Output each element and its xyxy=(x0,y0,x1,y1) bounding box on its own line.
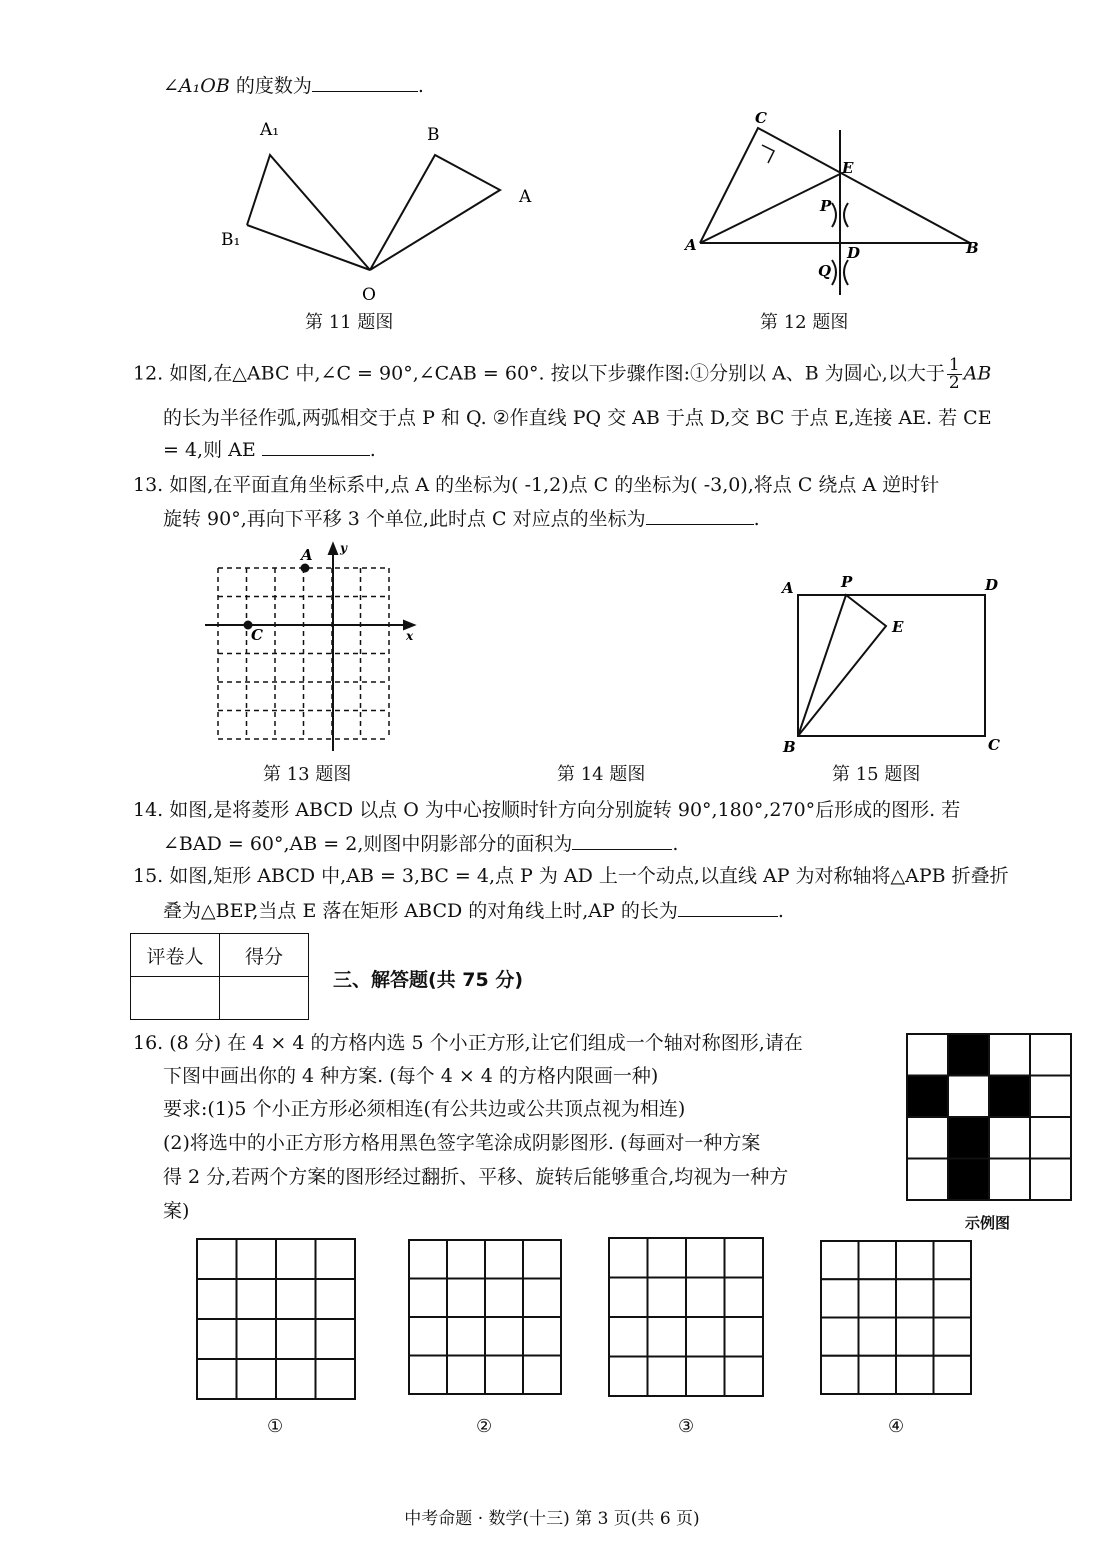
grader-header: 评卷人 xyxy=(131,934,220,977)
label-p: P xyxy=(841,573,853,591)
grid-cell xyxy=(907,1034,948,1076)
grid-cell[interactable] xyxy=(686,1278,725,1318)
grid-cell xyxy=(1030,1076,1071,1118)
grid-cell[interactable] xyxy=(896,1356,934,1394)
q15-line2 xyxy=(163,899,784,923)
grid-cell[interactable] xyxy=(934,1318,972,1356)
q14-l2-text: ∠BAD = 60°,AB = 2,则图中阴影部分的面积为 xyxy=(163,833,573,855)
grid-cell[interactable] xyxy=(316,1359,356,1399)
grid-cell[interactable] xyxy=(237,1279,277,1319)
point-a xyxy=(302,565,309,572)
grid-cell[interactable] xyxy=(523,1279,561,1318)
grid-cell xyxy=(989,1159,1030,1201)
label-e: E xyxy=(842,159,854,177)
angle-sign: ∠ xyxy=(163,75,179,97)
grid-cell xyxy=(1030,1034,1071,1076)
q11-end: . xyxy=(417,75,424,97)
label-p: P xyxy=(820,197,832,215)
grid-cell[interactable] xyxy=(725,1238,764,1278)
grid-cell[interactable] xyxy=(859,1356,897,1394)
grid-cell[interactable] xyxy=(648,1278,687,1318)
grid-cell[interactable] xyxy=(821,1318,859,1356)
grid-label-2: ② xyxy=(476,1416,493,1437)
grid-cell[interactable] xyxy=(409,1279,447,1318)
grid-cell xyxy=(948,1034,989,1076)
grid-cell xyxy=(948,1076,989,1118)
answer-grid-1[interactable] xyxy=(195,1237,357,1401)
grader-cell[interactable] xyxy=(131,977,220,1020)
grid-cell[interactable] xyxy=(276,1359,316,1399)
answer-blank-11 xyxy=(312,90,418,92)
grid-cell[interactable] xyxy=(934,1279,972,1317)
arc-q-left xyxy=(832,260,836,285)
grid-cell[interactable] xyxy=(316,1239,356,1279)
q14-l2-end: . xyxy=(672,833,679,855)
grid-cell xyxy=(907,1076,948,1118)
answer-blank-15 xyxy=(678,915,778,917)
grid-cell[interactable] xyxy=(609,1278,648,1318)
grid-label-1: ① xyxy=(267,1416,284,1437)
grid-cell[interactable] xyxy=(447,1317,485,1356)
grid-cell xyxy=(989,1117,1030,1159)
example-caption: 示例图 xyxy=(965,1214,1011,1232)
grid-cell xyxy=(907,1159,948,1201)
grid-cell xyxy=(1030,1117,1071,1159)
q12-l3-end: . xyxy=(369,439,376,461)
grid-cell[interactable] xyxy=(197,1319,237,1359)
caption-13: 第 13 题图 xyxy=(263,764,352,785)
grid-cell[interactable] xyxy=(859,1241,897,1279)
grid-cell[interactable] xyxy=(686,1357,725,1397)
q14-line2 xyxy=(163,832,678,856)
grid-cell xyxy=(989,1034,1030,1076)
label-b: B xyxy=(783,738,796,756)
triangle-aob xyxy=(370,155,500,270)
q16-line4: (2)将选中的小正方形方格用黑色签字笔涂成阴影图形. (每画对一种方案 xyxy=(163,1132,761,1154)
q12-text-b: AB xyxy=(963,362,992,385)
grid-cell[interactable] xyxy=(237,1319,277,1359)
grid-cell[interactable] xyxy=(859,1279,897,1317)
grid-cell[interactable] xyxy=(447,1240,485,1279)
q15-l2-text: 叠为△BEP,当点 E 落在矩形 ABCD 的对角线上时,AP 的长为 xyxy=(163,900,678,922)
rectangle-abcd xyxy=(798,595,985,736)
label-a: A xyxy=(685,236,697,254)
triangle-bpe xyxy=(798,595,886,736)
grid-cell[interactable] xyxy=(686,1317,725,1357)
figure-15 xyxy=(775,568,1015,758)
caption-14: 第 14 题图 xyxy=(557,764,646,785)
q12-text-a: 12. 如图,在△ABC 中,∠C = 90°,∠CAB = 60°. 按以下步骤作图:①分别以 A、B 为圆心,以大于 xyxy=(133,362,945,385)
arc-p-left xyxy=(832,203,836,227)
figure-11 xyxy=(215,110,545,310)
example-grid xyxy=(905,1032,1073,1202)
label-a: A xyxy=(782,579,794,597)
grid-cell[interactable] xyxy=(648,1357,687,1397)
grid-cell[interactable] xyxy=(276,1239,316,1279)
answer-blank-14 xyxy=(572,848,672,850)
grid-cell[interactable] xyxy=(409,1356,447,1395)
figure-12 xyxy=(680,105,990,305)
grid-cell xyxy=(1030,1159,1071,1201)
section-title: 三、解答题(共 75 分) xyxy=(333,969,524,991)
label-b1: B₁ xyxy=(221,230,241,250)
arc-q-right xyxy=(844,260,848,285)
q13-l2-end: . xyxy=(753,508,760,530)
grid-cell[interactable] xyxy=(276,1279,316,1319)
q12-l3-text: = 4,则 AE xyxy=(163,439,262,461)
grid-cell[interactable] xyxy=(896,1279,934,1317)
grid-cell[interactable] xyxy=(237,1239,277,1279)
answer-grid-2[interactable] xyxy=(407,1238,563,1396)
answer-grid-3[interactable] xyxy=(607,1236,765,1398)
label-o: O xyxy=(362,285,376,305)
answer-blank-13 xyxy=(646,523,754,525)
grid-cell[interactable] xyxy=(197,1239,237,1279)
arc-p-right xyxy=(844,203,848,227)
grid-cell[interactable] xyxy=(934,1356,972,1394)
triangle-abc xyxy=(700,128,970,243)
q16-line6: 案) xyxy=(163,1200,190,1222)
label-c: C xyxy=(755,109,767,127)
page-footer: 中考命题 · 数学(十三) 第 3 页(共 6 页) xyxy=(404,1509,700,1529)
q11-text: 的度数为 xyxy=(229,75,312,97)
q13-line2 xyxy=(163,507,760,531)
label-b: B xyxy=(427,125,440,145)
score-header: 得分 xyxy=(220,934,309,977)
label-b: B xyxy=(966,239,979,257)
q16-line5: 得 2 分,若两个方案的图形经过翻折、平移、旋转后能够重合,均视为一种方 xyxy=(163,1166,789,1188)
grid-cell[interactable] xyxy=(523,1356,561,1395)
grid-cell[interactable] xyxy=(447,1279,485,1318)
grid-cell[interactable] xyxy=(197,1359,237,1399)
grid-cell[interactable] xyxy=(485,1240,523,1279)
grid-cell[interactable] xyxy=(821,1279,859,1317)
grid-cell[interactable] xyxy=(523,1317,561,1356)
grid-cell[interactable] xyxy=(485,1279,523,1318)
grid-cell[interactable] xyxy=(197,1279,237,1319)
score-table xyxy=(130,933,309,1020)
grid-cell[interactable] xyxy=(485,1356,523,1395)
fraction-half xyxy=(947,357,962,392)
label-c: C xyxy=(251,626,263,644)
grid-cell[interactable] xyxy=(409,1240,447,1279)
grid-cell[interactable] xyxy=(725,1278,764,1318)
grid-cell[interactable] xyxy=(896,1318,934,1356)
grid-cell[interactable] xyxy=(447,1356,485,1395)
grid-label-4: ④ xyxy=(888,1416,905,1437)
grid-cell xyxy=(989,1076,1030,1118)
grid-cell[interactable] xyxy=(725,1317,764,1357)
label-a: A xyxy=(519,187,532,207)
grid-cell[interactable] xyxy=(686,1238,725,1278)
grid-label-3: ③ xyxy=(678,1416,695,1437)
grid-cell[interactable] xyxy=(609,1317,648,1357)
label-y: y xyxy=(340,541,347,555)
q15-l2-end: . xyxy=(777,900,784,922)
label-d: D xyxy=(847,244,861,262)
label-e: E xyxy=(892,618,904,636)
q16-line2: 下图中画出你的 4 种方案. (每个 4 × 4 的方格内限画一种) xyxy=(163,1065,659,1087)
grid-cell[interactable] xyxy=(859,1318,897,1356)
grid-cell[interactable] xyxy=(523,1240,561,1279)
answer-blank-12 xyxy=(262,454,370,456)
caption-11: 第 11 题图 xyxy=(305,312,394,333)
label-x: x xyxy=(406,629,414,643)
q15-line1: 15. 如图,矩形 ABCD 中,AB = 3,BC = 4,点 P 为 AD 上一个动点,以直线 AP 为对称轴将△APB 折叠折 xyxy=(133,865,1009,887)
score-cell[interactable] xyxy=(220,977,309,1020)
q12-line3 xyxy=(163,438,376,462)
q13-l2-text: 旋转 90°,再向下平移 3 个单位,此时点 C 对应点的坐标为 xyxy=(163,508,646,530)
q14-line1: 14. 如图,是将菱形 ABCD 以点 O 为中心按顺时针方向分别旋转 90°,180°,270°后形成的图形. 若 xyxy=(133,799,961,821)
grid-cell[interactable] xyxy=(316,1279,356,1319)
grid-cell[interactable] xyxy=(316,1319,356,1359)
figure-13 xyxy=(200,538,425,753)
grid-cell[interactable] xyxy=(276,1319,316,1359)
caption-15: 第 15 题图 xyxy=(832,764,921,785)
right-angle-mark xyxy=(762,145,774,163)
grid-cell[interactable] xyxy=(648,1238,687,1278)
frac-num: 1 xyxy=(948,355,960,375)
x-arrow-icon xyxy=(404,621,414,629)
label-d: D xyxy=(985,576,999,594)
grid-cell xyxy=(948,1159,989,1201)
grid-cell[interactable] xyxy=(237,1359,277,1399)
label-c: C xyxy=(988,736,1000,754)
label-q: Q xyxy=(818,262,832,280)
grid-cell[interactable] xyxy=(609,1357,648,1397)
grid-cell[interactable] xyxy=(648,1317,687,1357)
triangle-a1ob1 xyxy=(247,155,370,270)
grid-cell[interactable] xyxy=(934,1241,972,1279)
grid-cell[interactable] xyxy=(609,1238,648,1278)
grid-cell[interactable] xyxy=(821,1356,859,1394)
label-a: A xyxy=(301,546,313,564)
q11-tail xyxy=(163,74,424,98)
frac-den: 2 xyxy=(948,373,960,393)
q16-line3: 要求:(1)5 个小正方形必须相连(有公共边或公共顶点视为相连) xyxy=(163,1098,686,1120)
dashed-grid xyxy=(218,568,389,739)
y-arrow-icon xyxy=(329,544,337,554)
grid-cell xyxy=(948,1117,989,1159)
grid-cell[interactable] xyxy=(409,1317,447,1356)
label-a1: A₁ xyxy=(260,120,280,140)
angle-name: A₁OB xyxy=(178,75,230,97)
grid-cell[interactable] xyxy=(485,1317,523,1356)
grid-cell[interactable] xyxy=(725,1357,764,1397)
q16-line1: 16. (8 分) 在 4 × 4 的方格内选 5 个小正方形,让它们组成一个轴对称图形,请在 xyxy=(133,1032,803,1054)
grid-cell[interactable] xyxy=(821,1241,859,1279)
grid-cell xyxy=(907,1117,948,1159)
q12-line2: 的长为半径作弧,两弧相交于点 P 和 Q. ②作直线 PQ 交 AB 于点 D,交 BC 于点 E,连接 AE. 若 CE xyxy=(163,407,992,429)
q12-line1 xyxy=(133,357,991,392)
grid-cell[interactable] xyxy=(896,1241,934,1279)
answer-grid-4[interactable] xyxy=(819,1239,973,1396)
segment-ae xyxy=(700,174,840,243)
q13-line1: 13. 如图,在平面直角坐标系中,点 A 的坐标为( -1,2)点 C 的坐标为( -3,0),将点 C 绕点 A 逆时针 xyxy=(133,474,940,496)
caption-12: 第 12 题图 xyxy=(760,312,849,333)
